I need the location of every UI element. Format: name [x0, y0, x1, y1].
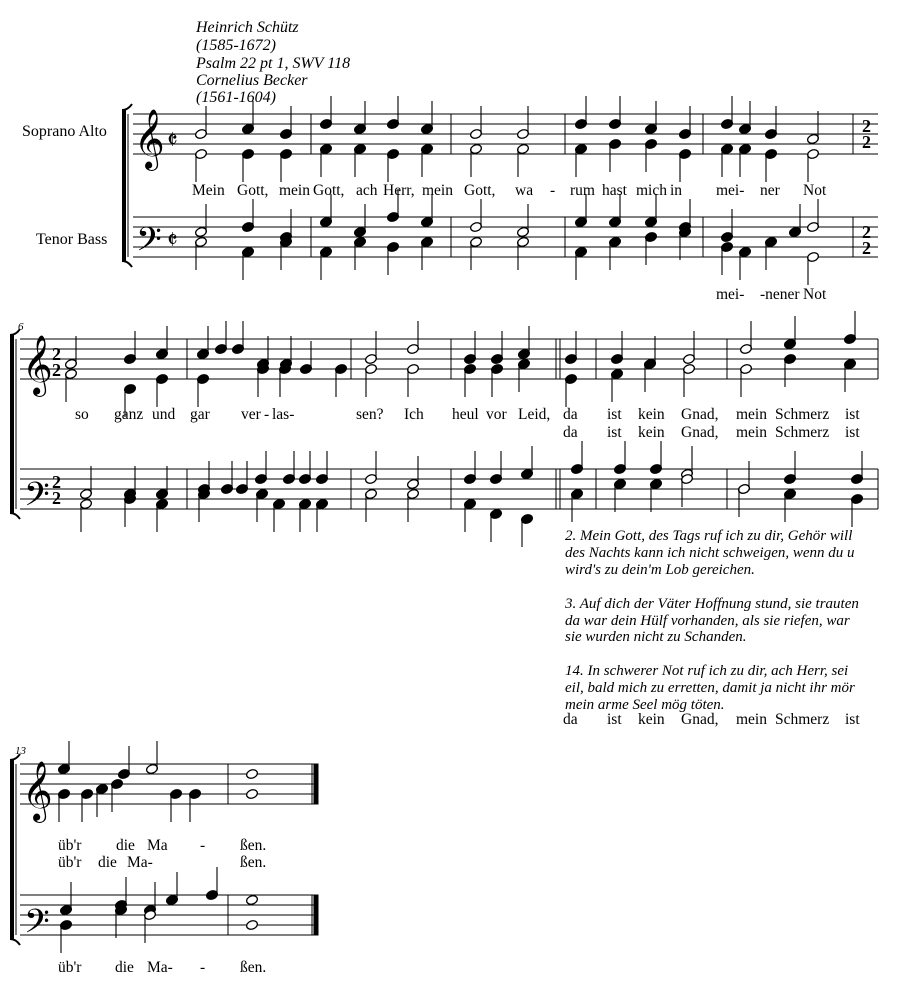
- lyric-syllable: Not: [803, 286, 827, 303]
- time-signatures: [52, 116, 871, 508]
- lyric-syllable: Schmerz: [775, 711, 830, 728]
- time-sig-num: 2: [862, 222, 871, 242]
- common-time-icon: 𝄵: [167, 226, 178, 254]
- lyric-syllable: Gott,: [237, 182, 269, 199]
- lyric-syllable: da: [563, 406, 578, 423]
- notes: [57, 96, 863, 953]
- final-barline: [314, 764, 318, 804]
- lyric-syllable: da: [563, 424, 578, 441]
- lyric-syllable: in: [670, 182, 683, 199]
- lyric-syllable: heul: [452, 406, 479, 423]
- lyric-syllable: mei-: [716, 286, 745, 303]
- lyrics-line: [192, 182, 827, 199]
- lyricist-dates: (1561-1604): [196, 89, 276, 106]
- lyric-syllable: mein: [422, 182, 453, 199]
- system-bracket: [10, 939, 20, 945]
- lyric-syllable: las-: [272, 406, 295, 423]
- lyric-syllable: Gott,: [313, 182, 345, 199]
- verse-block: [564, 528, 859, 713]
- composer-dates: (1585-1672): [196, 37, 276, 54]
- treble-clef-icon: 𝄞: [22, 335, 53, 395]
- composer-name: Heinrich Schütz: [196, 19, 299, 36]
- note-head: [245, 768, 258, 779]
- treble-clef-icon: 𝄞: [134, 109, 165, 169]
- verse-line: mein arme Seel mög töten.: [565, 697, 725, 713]
- system-bracket: [10, 335, 14, 513]
- verse-line: wird's zu dein'm Lob gereichen.: [565, 562, 755, 578]
- verse-line: 3. Auf dich der Väter Hoffnung stund, sie trauten: [565, 596, 859, 612]
- lyric-syllable: üb'r: [58, 959, 82, 976]
- lyric-syllable: Schmerz: [775, 424, 830, 441]
- lyric-syllable: Mein: [192, 182, 225, 199]
- lyric-syllable: kein: [638, 711, 665, 728]
- note-head: [245, 894, 258, 905]
- verse-line: eil, bald mich zu erretten, damit ja nicht ihr mör: [565, 680, 855, 696]
- bass-clef-icon: 𝄢: [24, 903, 50, 949]
- lyric-syllable: ist: [845, 406, 860, 423]
- lyric-syllable: Not: [803, 182, 827, 199]
- lyrics-line: [716, 286, 827, 303]
- lyric-syllable: die: [98, 854, 117, 871]
- work-title: Psalm 22 pt 1, SWV 118: [196, 55, 351, 72]
- lyric-hyphen: -: [200, 837, 206, 854]
- lyric-syllable: ßen.: [240, 959, 267, 976]
- system-bracket: [122, 110, 126, 261]
- lyric-syllable: mich: [636, 182, 667, 199]
- lyric-syllable: Ma-: [147, 959, 173, 976]
- system-bracket: [10, 760, 14, 939]
- lyrics-line: [58, 837, 266, 854]
- lyric-syllable: ist: [607, 406, 622, 423]
- lyric-syllable: Gnad,: [681, 711, 719, 728]
- note-head: [245, 919, 258, 930]
- lyrics-line: [563, 424, 860, 441]
- treble-clef-icon: 𝄞: [22, 761, 53, 821]
- time-sig-den: 2: [862, 238, 871, 258]
- lyric-syllable: üb'r: [58, 854, 82, 871]
- lyric-syllable: mein: [279, 182, 310, 199]
- lyrics-line: [58, 854, 266, 871]
- measure-number: 6: [18, 321, 24, 333]
- bass-clef-icon: 𝄢: [136, 221, 162, 267]
- instrument-lower: Tenor Bass: [36, 231, 108, 248]
- verse-line: 14. In schwerer Not ruf ich zu dir, ach Herr, sei: [565, 663, 849, 679]
- lyrics-line: [58, 959, 266, 976]
- lyric-syllable: da: [563, 711, 578, 728]
- verse-line: sie wurden nicht zu Schanden.: [565, 629, 747, 645]
- common-time-icon: 𝄵: [167, 126, 178, 154]
- lyric-syllable: üb'r: [58, 837, 82, 854]
- system-bracket: [122, 261, 132, 267]
- instrument-upper: Soprano Alto: [22, 123, 107, 140]
- lyric-hyphen: -: [200, 959, 206, 976]
- lyric-syllable: ßen.: [240, 837, 267, 854]
- lyric-syllable: wa: [515, 182, 534, 199]
- time-sig-num: 2: [52, 344, 61, 364]
- lyric-hyphen: -: [264, 406, 270, 423]
- verse-line: 2. Mein Gott, des Tags ruf ich zu dir, Gehör will: [565, 528, 853, 544]
- time-sig-den: 2: [862, 132, 871, 152]
- lyric-syllable: kein: [638, 424, 665, 441]
- lyric-syllable: -nener: [760, 286, 800, 303]
- credits-block: [195, 19, 350, 106]
- lyric-syllable: Ma: [147, 837, 168, 854]
- lyric-hyphen: -: [550, 182, 556, 199]
- lyric-syllable: mein: [736, 406, 767, 423]
- lyric-syllable: Gnad,: [681, 424, 719, 441]
- system-bracket: [122, 104, 132, 110]
- lyric-syllable: ist: [845, 711, 860, 728]
- time-sig-den: 2: [52, 360, 61, 380]
- bass-clef-icon: 𝄢: [24, 476, 50, 522]
- time-sig-num: 2: [862, 116, 871, 136]
- final-barline: [314, 895, 318, 935]
- lyric-syllable: Ma-: [127, 854, 153, 871]
- lyric-syllable: Schmerz: [775, 406, 830, 423]
- lyric-syllable: ist: [845, 424, 860, 441]
- note-head: [245, 788, 258, 799]
- lyric-syllable: ßen.: [240, 854, 267, 871]
- lyric-syllable: mei-: [716, 182, 745, 199]
- lyric-syllable: kein: [638, 406, 665, 423]
- lyric-syllable: Ich: [404, 406, 424, 423]
- lyric-syllable: sen?: [356, 406, 384, 423]
- lyric-syllable: gar: [190, 406, 210, 423]
- lyric-syllable: ganz: [114, 406, 144, 423]
- lyric-syllable: ver: [241, 406, 261, 423]
- lyric-syllable: die: [115, 959, 134, 976]
- lyric-syllable: und: [152, 406, 176, 423]
- lyric-syllable: mein: [736, 424, 767, 441]
- lyric-syllable: rum: [570, 182, 595, 199]
- lyric-syllable: ist: [607, 424, 622, 441]
- lyric-syllable: hast: [602, 182, 627, 199]
- lyric-syllable: mein: [736, 711, 767, 728]
- lyric-syllable: ach: [356, 182, 378, 199]
- lyric-syllable: Leid,: [518, 406, 551, 423]
- system-bracket: [10, 513, 20, 519]
- lyric-syllable: Gnad,: [681, 406, 719, 423]
- verse-line: des Nachts kann ich nicht schweigen, wenn du u: [565, 545, 855, 561]
- lyric-syllable: ist: [607, 711, 622, 728]
- lyric-syllable: vor: [486, 406, 507, 423]
- lyrics-line: [563, 711, 860, 728]
- lyric-syllable: Herr,: [383, 182, 415, 199]
- time-sig-num: 2: [52, 472, 61, 492]
- lyricist-name: Cornelius Becker: [196, 72, 308, 89]
- lyric-syllable: Gott,: [464, 182, 496, 199]
- verse-line: da war dein Hülf vorhanden, als sie riefen, war: [565, 613, 850, 629]
- lyric-syllable: so: [75, 406, 89, 423]
- time-sig-den: 2: [52, 488, 61, 508]
- lyric-syllable: die: [116, 837, 135, 854]
- measure-number: 13: [15, 745, 26, 757]
- lyric-syllable: ner: [760, 182, 780, 199]
- lyrics-line: [75, 406, 860, 423]
